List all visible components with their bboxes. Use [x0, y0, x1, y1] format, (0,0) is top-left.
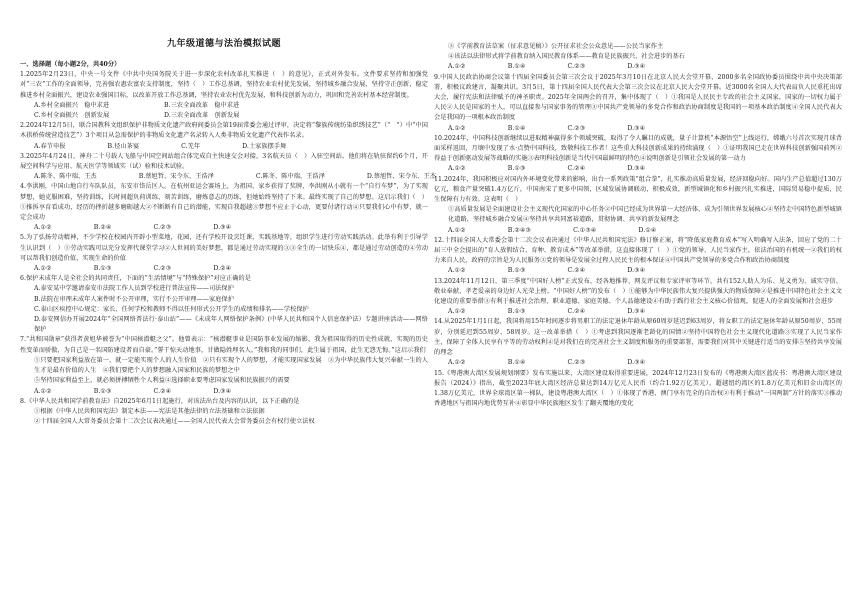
question-stem: 8.《中华人民共和国学前教育法》自2025年6月1日起施行，对该法出台及内容的认识，以下正确的是: [20, 397, 300, 405]
right-column: [434, 42, 842, 409]
answer-options: [20, 387, 428, 397]
answer-option: C.羌年: [181, 142, 201, 150]
answer-option: C.陈冬、陈中瑞、王浩泽: [255, 173, 325, 181]
option-line: ①只要把国家利益放在第一，就一定能实现个人的人生价值 ②只有实现个人的梦想，才能实现国家发展 ③为中华民族伟大复兴奉献一生的人生才是最有价值的人生 ④我们要把个人的梦想融入国家和民族的梦想之中: [34, 356, 428, 375]
answer-options: [20, 264, 428, 274]
option-line: A.泰安某中学邀请泰安市法院工作人员到学校进行普法宣传——司法保护: [34, 285, 234, 293]
question-stem: 9.中国人民政治协商会议第十四届全国委员会第三次会议于2025年3月10日在北京人民大会堂开幕，2000多名全国政协委员围绕中共中央决策部署，积极议政建言，凝聚共识。3月5日，第十四届全国人民代表大会第三次会议在北京人民大会堂开幕。近3000名全国人大代表肩负人民重托出席大会，履行宪法和法律赋予的神圣职责。2025年全国两会的召开，集中体现了（ ）①我国是人民民主专政的社会主义国家，国家的一切权力属于人民②人民是国家的主人，可以直接参与国家事务的管理③中国共产党领导的多党合作和政治协商制度是我国的一项基本政治制度④全国人民代表大会是我国的一项根本政治制度: [434, 73, 842, 122]
answer-option: D.③④: [627, 124, 646, 132]
answer-option: D.③④: [627, 359, 646, 367]
answer-option: C.②③: [567, 124, 586, 132]
answer-option: B.①③: [507, 308, 526, 316]
option-line: D.泰安网信办开展2024年“全国网络普法行·泰山站”——《未成年人网络保护条例》(中华人民共和国个人信息保护法）专题讲座活动——网络保护: [34, 316, 428, 334]
answer-option: B.②④: [93, 224, 112, 232]
answer-option: A.①②: [448, 308, 466, 316]
question-stem: 2.2024年12月5日，联合国教科文组织保护非物质文化遗产政府间委员会第19届常委会通过评审，决定将“黎族传统纺染织绣技艺”（“ ”）中“中国木拱桥传统营造技艺”）3个项目从急需保护的非物质文化遗产名录转入人类非物质文化遗产代表作名录。: [20, 122, 428, 140]
answer-option: A.①②: [448, 124, 466, 132]
answer-option: A.陈冬、陈中瑞、王杰: [34, 173, 97, 181]
answer-option: D.③④: [627, 267, 646, 275]
answer-option: A.①②: [448, 226, 466, 234]
answer-option: A.①②: [34, 224, 52, 232]
answer-option: A.①②: [448, 165, 466, 173]
question-stem: 13.2024年11月12日，第三季度“中国好人榜”正式发布，经各地推荐、网友评议和专家评审等环节，共有152人助人为乐、见义勇为、诚实守信、敬业奉献、孝老爱亲的身边好人光荣上榜。“中国好人榜”的发布（ ）①能够为中华民族伟大复兴提供强大的物质保障②是推进中国特色社会主义文化建设的重要举措③有利于推进社会治理、职业道德、家庭美德、个人品德建设④有助于践行社会主义核心价值观，促进人的全面发展和社会进步: [434, 277, 842, 306]
answer-option: D.①④: [638, 226, 657, 234]
answer-options: [20, 172, 437, 182]
answer-option: D.③④: [627, 63, 646, 71]
answer-option: B.①④: [507, 63, 526, 71]
answer-options: [20, 223, 428, 233]
answer-option: C.②④: [567, 165, 586, 173]
answer-option: A.①②: [448, 267, 466, 275]
answer-option: B.①④: [507, 359, 526, 367]
answer-option: D.三农全面改革 创新发展: [164, 112, 240, 120]
answer-option: B.①③: [93, 265, 112, 273]
answer-option: B.①③: [507, 267, 526, 275]
answer-option: A.乡村全面振兴 稳中求进: [34, 101, 110, 109]
option-line: ⑤坚持国家利益至上，就必须拼搏牺牲个人利益④选择职业要考虑国家发展和民族振兴的需要: [34, 377, 290, 385]
answer-option: B.径山茶宴: [107, 142, 140, 150]
answer-options: [20, 142, 428, 152]
section-heading: 一、选择题（每小题2分，共40分）: [20, 61, 121, 68]
answer-options: [434, 164, 842, 174]
answer-option: D.③④: [213, 387, 232, 395]
option-line: C.泰山区疾控中心规定：家长、任何学校和教师不得以任何形式公开学生的成绩和排名——学校保护: [34, 305, 309, 313]
question-stem: 1.2025年2月23日，中央一号文件《中共中央国务院关于进一步深化农村改革扎实推进（ ）的意见》，正式对外发布。文件要求坚持和加强党对“三农”工作的全面领导，完善强农惠农富农支持制度，坚持（ ）工作总基调，坚持农业农村优先发展，坚持城乡融合发展，坚持守正创新，稳定推进乡村全面振兴，建设农业强国目标，以改革开放工作总基调，坚持农业农村优先发展，和科技创新为动力，巩固和完善农村基本经营制度。: [20, 71, 428, 99]
answer-option: B.①③: [93, 387, 112, 395]
answer-options: [434, 62, 842, 72]
answer-options: [434, 124, 842, 134]
answer-options: [434, 266, 842, 276]
answer-option: D.蔡旭哲、宋令东、王杰: [366, 173, 437, 181]
answer-option: D.③④: [213, 224, 232, 232]
question-stem: 5.为了弘扬劳动精神，不少学校在校园内开辟小型菜地，花园，还有学校开设烹饪课，实践基地等，组织学生进行劳动实践活动。此举有利于引导学生认识到（ ）①劳动实践可以充分发挥代课堂学习②人世间的美好梦想，都是通过劳动实现的③③全生的一切快乐④，都是通过劳动创造的④劳动可以帮我们创造价值，实现生命的价值: [20, 234, 428, 262]
answer-options: [20, 101, 428, 111]
question-stem: 12.十四届全国人大常委会第十二次会议表决通过《中华人民共和国宪法》修订修正案，将“降低家庭教育成本”写入明确写入法条，回应了党的二十届三中全会提出的“育人放假结合、育种、教育成本”等改革举措，这直接体现了（ ）①党的领导、人民当家作主，依法治国的有机统一②我们的权力来自人民，政府的宗旨是为人民服务③党的领导是发展全过程人民民主的根本保证④中国共产党领导的多党合作和政治协商制度: [434, 236, 842, 265]
answer-option: C.②③: [153, 265, 172, 273]
answer-option: B.①④: [507, 124, 526, 132]
answer-option: A.①②: [448, 63, 466, 71]
option-line: B.法院在审理未成年人案件时不公开审理，实行不公开审理——家庭保护: [34, 295, 234, 303]
question-stem: 7.“共和国勋章”获得者黄旭华被誉为“中国核潜艇之父”。他曾表示：“核潜艇事业是国防事业发展的缩影，我为祖国取得的历史性成就，实现的历史性变革而骄傲，为自己是一名国防建设者而自豪。”誓干惊天动地事，甘做隐姓埋名人。”我和我的同事们，此生属于祖国，此生无怨无悔。”这启示我们: [20, 336, 428, 354]
question-stem: 4.李洪刚，中国山地自行车队队员，东安市岱岳区人。在杭州亚运会赛场上，为祖国、家乡获得了奖牌，李洪刚从小就有一个“自行车梦”，为了实现梦想，她克服困难，坚持训练，长时间超负荷训练，刻苦训练，磨炼意志的历练，但她始终坚持了下来。最终实现了自己的梦想。这启示我们（ ）①推拆享育看成功，经历的挫折越多磨砺越大②不断断有自己的潜能，实现自我超越③梦想不应止于心动，更要付诸行动④只要我们心中有梦，就一定会成功: [20, 183, 428, 222]
question-stem: 14.从2025年1月1日起，我国将用15年时间逐步将男职工的法定退休年龄从原60周岁延迟到63周岁，将女职工的法定退休年龄从原50周岁、55周岁，分别延迟到55周岁、58周岁。这一改革举措（ ）①考虑到我国逐渐老龄化的国情②坚持中国特色社会主义现代化道路③实现了人民当家作主，保障了全体人民享有平等的劳动权利④是对我们在的完善社会主义制度和服务的重要部署，需要我们对其中关键进行适当的安排⑤坚持共享发展的理念: [434, 318, 842, 357]
answer-option: C.②③: [567, 359, 586, 367]
answer-option: A.①②: [34, 387, 52, 395]
answer-options: [20, 111, 428, 121]
option-line: ④该法以法律形式将学前教育纳入国民教育体系——教育是民族振兴、社会进步的基石: [448, 53, 686, 61]
answer-option: A.①②: [34, 265, 52, 273]
answer-options: [434, 358, 842, 368]
answer-option: C.②④: [567, 267, 586, 275]
answer-option: D.③④: [627, 165, 646, 173]
answer-option: B.①③: [507, 165, 526, 173]
answer-option: D.土家族摆手舞: [242, 142, 287, 150]
answer-option: C.②④: [567, 308, 586, 316]
answer-option: C.②④: [153, 387, 172, 395]
option-line: ①根据《中华人民共和国宪法》制定本法——宪法是其他法律的立法基础和立法依据: [34, 407, 265, 415]
question-stem: 6.保护未成年人是全社会的共同责任，下面的“生活情境”与“特殊保护”对应正确的是: [20, 275, 251, 283]
answer-option: B.蔡旭哲、宋令东、王浩泽: [138, 173, 214, 181]
question-stem: 11.2024年，我国积极应对国内外环境变化带来的影响，出台一系列政策“组合拳”，扎实推动高质量发展，经济回稳向好。国内生产总值超过130万亿元，粮食产量突破1.4万亿斤，中国南宋了更多中国领，区域发展协调联动，积极成效，新型城镇化和乡村振兴扎实推进，国际贸易稳中提质，民生保障有力有效。这表明（ ）: [434, 175, 842, 204]
option-line: ②十四届全国人大常务委员会第十二次会议表决通过——全国人民代表大会常务委员会有权行使立法权: [34, 418, 315, 426]
answer-option: C.①③④: [573, 226, 597, 234]
answer-option: C.②③: [153, 224, 172, 232]
answer-options: [434, 226, 842, 236]
left-column: [20, 60, 437, 427]
answer-option: D.②④: [213, 265, 232, 273]
answer-option: A.①②: [448, 359, 466, 367]
exam-title: 九年级道德与法治模拟试题: [166, 39, 281, 49]
option-line: ①高质量发展是全面建设社会主义现代化国家的中心任务②中国已经成为世界第一大经济体，成为引领世界发展核心④坚持走中国特色新型城镇化道路，坚持城乡融合发展④坚持共享共同富裕道路，贯彻协调、共享的新发展理念: [448, 206, 842, 224]
option-line: ③《学前教育法草案（征求意见稿）》公开征求社会公众意见——公民当家作主: [448, 43, 664, 50]
answer-option: A.春节申报: [34, 142, 66, 150]
answer-option: C.②③: [567, 63, 586, 71]
answer-option: B.②④③: [507, 226, 532, 234]
answer-option: C.乡村全面振兴 创新发展: [34, 112, 110, 120]
question-stem: 3.2025年4月24日，神舟二十号载人飞船与中国空间站组合体完成自主快速交会对接，3名航天员（ ）入驻空间站。他们将在轨驻留约6个月，开展空间科学与应用、航天医学等领域实（试）验和技术试验。: [20, 152, 428, 171]
answer-options: [434, 307, 842, 317]
answer-option: B.三农全面改革 稳中求进: [164, 101, 240, 109]
question-stem: 15.《粤港澳大湾区发展规划纲要》发布实施以来，大湾区建设取得重要进展，2024年12月23日发布的《粤港澳大湾区蓝皮书：粤港澳大湾区建设报告（2024）》指出，截至2023年底大湾区经济总量达到14万亿元人民币（约合1.92万亿美元），超越纽约湾区的1.8万亿美元和旧金山湾区的1.38万亿美元，世界全球湾区第一梯队，建设粤港澳大湾区（ ）①体现了香港、澳门享有完全的自治权②有利于推动“一国两制”方针的落实③推动香港地区与祖国内地优势互补④彰显中华民族地区发生了翻天覆地的变化: [434, 369, 842, 408]
question-stem: 10.2024年，中国科技创新继续以进取精神赢得多个领域突破，取得了令人瞩目的成就，量子计算机“本源悟空”上线运行，嫦娥六号首次实现月球背面采样返回，月壤中发现了水·点赞中国科技，致敬科技工作者！这些重大科技创新成果的持续涌现（ ）①证明我国已走在世界科技创新强国前列②得益于创新驱动发展等战略的实施③表明科技创新是当代中国最鲜明的特色④说明创新是引领社会发展的第一动力: [434, 134, 842, 163]
answer-option: D.③④: [627, 308, 646, 316]
